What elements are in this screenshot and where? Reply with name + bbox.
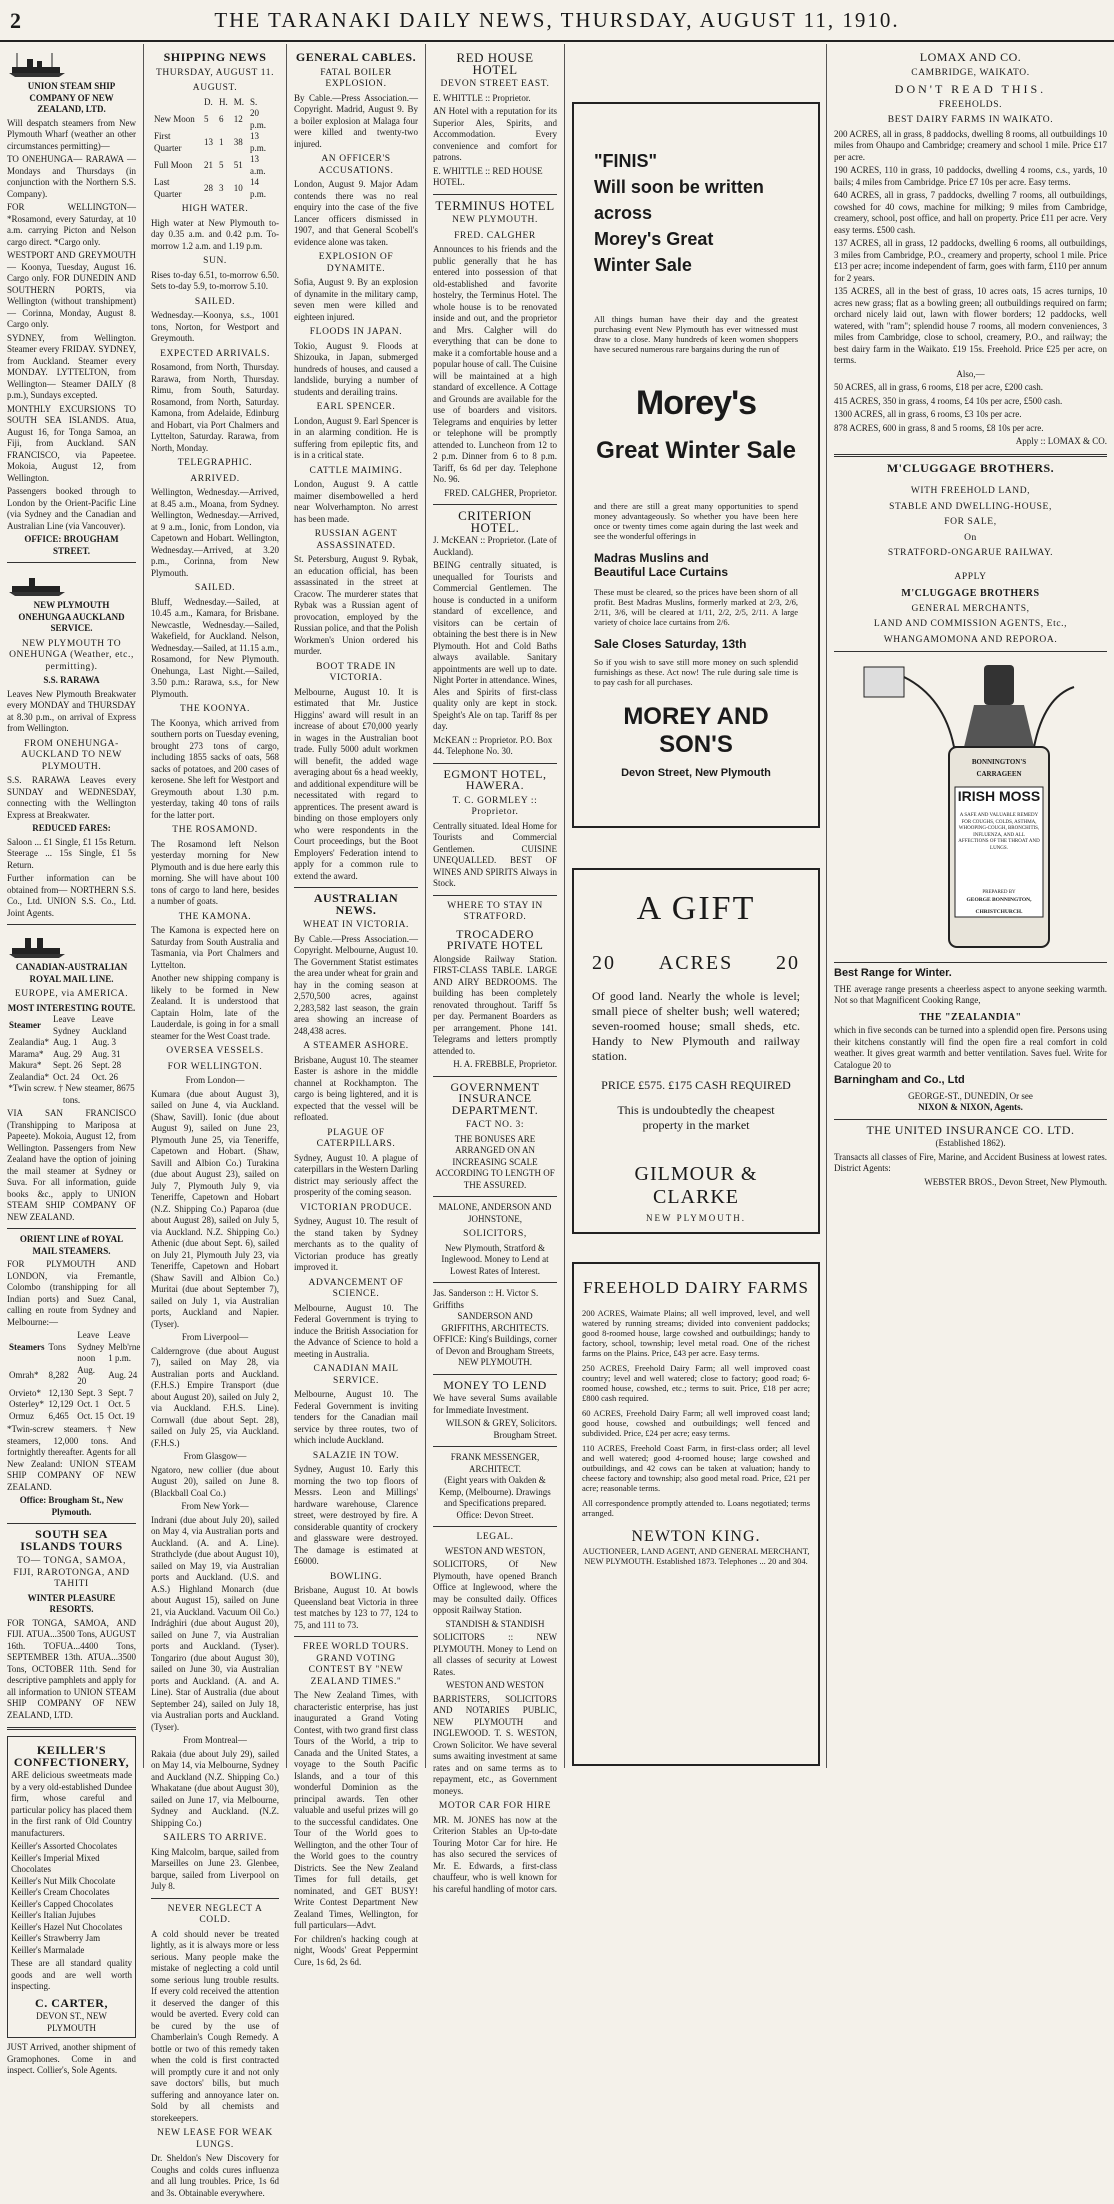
list-item: 200 ACRES, Waimate Plains; all well improved, level, and well watered by running streams; divided into convenient paddocks; good 8-roomed house, large cowshed and outbuildings; handy to factory, school, township; level metal road. One of the richest farms on the Plains. Price, £43 per acre. Easy terms. [582,1308,810,1358]
ssi-sub: TO— TONGA, SAMOA, FIJI, RAROTONGA, AND TAHITI [13,1556,130,1589]
irish-moss-maker: GEORGE BONNINGTON, CHRISTCHURCH. [966,897,1032,915]
expected-heading: EXPECTED ARRIVALS. [160,348,270,359]
lomax-title: LOMAX AND CO. [919,50,1022,64]
wheat-heading: WHEAT IN VICTORIA. [302,920,410,930]
rosamond-heading: THE ROSAMOND. [172,825,258,835]
table-row: Ormuz 6,465 Oct. 15 Oct. 19 [9,1410,135,1421]
sun-heading: SUN. [203,256,227,266]
mcb-land: LAND AND COMMISSION AGENTS, Etc., [873,619,1068,629]
from-glasgow: From Glasgow— [183,1451,247,1461]
red-house-footer: E. WHITTLE :: RED HOUSE HOTEL. [433,165,543,187]
sale-closes-body: So if you wish to save still more money on such splendid furnishings as these. Act now! The rule during sale time is to pay cash for all purchases. [594,657,798,687]
gramophone-ad: JUST Arrived, another shipment of Gramophones. Come in and inspect. Collier's, Sole Agents. [7,2042,136,2075]
united-insurance-title: THE UNITED INSURANCE CO. LTD. [866,1122,1075,1137]
table-row: Zealandia* Oct. 24 Oct. 26 [9,1071,119,1082]
best-range-title: Best Range for Winter. [834,967,952,979]
npo-fares-heading: REDUCED FARES: [32,823,111,833]
cold-heading: NEVER NEGLECT A COLD. [167,1903,263,1925]
moreys-sale-ad [572,102,820,828]
maj-body: New Plymouth, Stratford & Inglewood. Money to Lend at Lowest Rates of Interest. [441,1242,549,1276]
sailed-body: Wednesday.—Koonya, s.s., 1001 tons, Norton, for Westport and Greymouth. [151,310,279,343]
messenger-title: FRANK MESSENGER, ARCHITECT. [450,1452,540,1474]
sailed2-body: Bluff, Wednesday.—Sailed, at 10.45 a.m., Kamara, for Brisbane. Newcastle, Wednesday.—Sailed, Wakefield, for Auckland. Nelson, Wednesday.—Sailed, at 11.15 a.m., Rosamond, for New Plymouth. Onehunga, Last Night.—Sailed, 3.50 p.m.: Rarawa, s.s., for New Plymouth. [151,596,279,699]
criterion-sign: McKEAN :: Proprietor. P.O. Box 44. Telephone No. 30. [433,734,553,756]
messenger-body: (Eight years with Oakden & Kemp, (Melbourne). Drawings and Specifications prepared. Office: Devon Street. [439,1475,551,1520]
sailed-heading: SAILED. [194,296,236,307]
masthead [0,0,1114,42]
lease-heading: NEW LEASE FOR WEAK LUNGS. [157,2128,273,2150]
russian-body: St. Petersburg, August 9. Rybak, an education official, has been assassinated in the street at Cracow. The murderer states that Rybak was a Russian agent of provocation, employed by the Russian police, and that the Polish Workmen's Union ordered his murder. [294,554,418,656]
npo-fares: Saloon ... £1 Single, £1 15s Return. Steerage ... 15s Single, £1 5s Return. [7,836,136,870]
irish-moss-title: IRISH MOSS [957,788,1041,804]
list-item: Keiller's Capped Chocolates [11,1898,114,1909]
best-range-body: THE average range presents a cheerless aspect to anyone seeking warmth. Not so that Magnificent Cooking Range, [834,983,1107,1005]
moreys-name: Morey's [635,384,757,422]
usc-body: Will despatch steamers from New Plymouth Wharf (weather an other circumstances permitting)— [7,117,136,151]
koonya-heading: THE KOONYA. [180,704,250,714]
trocadero-body: Alongside Railway Station. FIRST-CLASS TABLE. LARGE AND AIRY BEDROOMS. The building has been completely renovated throughout. Tariff 5s per day. Permanent Boarders as per arrangement. Phone 141. Telegrams and letters promptly attended to. [433,953,557,1056]
list-item: 50 ACRES, all in grass, 6 rooms, £18 per acre, £200 cash. [834,382,1043,392]
column-general-cables [287,44,425,1967]
lomax-also: Also,— [956,368,985,379]
table-row: Marama* Aug. 29 Aug. 31 [9,1048,121,1059]
fdf-note: All correspondence promptly attended to. Loans negotiated; terms arranged. [582,1498,810,1518]
column-shipping-news [144,44,286,2198]
produce-body: Sydney, August 10. The result of the stand taken by Sydney merchants as to the quality of Victorian produce has greatly improved it. [294,1216,418,1272]
red-house-body: AN Hotel with a reputation for its Superior Ales, Spirits, and Accommodation. Every convenience and comfort for patrons. [433,106,557,162]
mcb-title: M'CLUGGAGE BROTHERS. [886,460,1055,475]
list-item: Keiller's Marmalade [11,1944,85,1955]
from-montreal: From Montreal— [183,1735,247,1745]
cattle-heading: CATTLE MAIMING. [309,465,403,476]
standish-body: SOLICITORS :: NEW PLYMOUTH. Money to Lend on all classes of security at Lowest Rates. [433,1632,557,1677]
money-lend-body: We have several Sums available for Immediate Investment. [433,1393,557,1415]
money-lend-sign: WILSON & GREY, Solicitors. Brougham Street. [445,1418,557,1440]
plague-body: Sydney, August 10. A plague of caterpillars in the Western Darling district may seriously affect the prosperity of the coming season. [294,1152,418,1197]
crm-note: *Twin screw. † New steamer, 8675 tons. [8,1083,135,1105]
russian-heading: RUSSIAN AGENT ASSASSINATED. [314,529,398,551]
crm-table: Steamer Leave Sydney Leave Auckland Zealandia* Aug. 1 Aug. 3 Marama* Aug. 29 Aug. 31 Makura* Sept. 26 Sept. 28 Zealandia* Oct. 24 Oct. 26 [7,1014,136,1083]
australian-news-title: AUSTRALIAN NEWS. [313,891,399,917]
spencer-heading: EARL SPENCER. [316,402,396,412]
gift-cheapest: This is undoubtedly the cheapest property in the market [617,1103,775,1132]
usc-excursions: MONTHLY EXCURSIONS TO SOUTH SEA ISLANDS. Atua, August 16, for Tonga Samoa, an Fiji, from Auckland. SAN FRANCISCO, via Papeetee. Mokoia, August 12, from Wellington. [7,403,136,483]
keiller-seller: C. CARTER, [35,1995,108,2010]
weston-title: WESTON AND WESTON, [444,1545,546,1556]
newspaper-title: THE TARANAKI DAILY NEWS, THURSDAY, AUGUST 11, 1910. [214,8,900,32]
for-wellington: FOR WELLINGTON. [167,1061,263,1072]
table-row: Makura* Sept. 26 Sept. 28 [9,1060,122,1070]
united-insurance-body: Transacts all classes of Fire, Marine, and Accident Business at lowest rates. District Agents: [834,1151,1107,1173]
arrived-body: Wellington, Wednesday.—Arrived, at 8.45 a.m., Moana, from Sydney. Wellington, Wednesday.—Arrived, at 9 a.m., Ionic, from London, via Capetown and Hobart. Wellington, Wednesday.—Arrived, at 3.20 p.m., Corinna, from New Plymouth. [151,487,279,578]
dynamite-body: Sofia, August 9. By an explosion of dynamite in the military camp, seven men were killed and eighteen injured. [294,277,418,322]
keiller-note: These are all standard quality goods and are well worth inspecting. [11,1958,132,1991]
red-house-proprietor: E. WHITTLE :: Proprietor. [433,92,531,103]
barningham-address: GEORGE-ST., DUNEDIN, Or see [908,1090,1033,1101]
boiler-body: By Cable.—Press Association.—Copyright. Madrid, August 9. By a boiler explosion at Malaga four were killed and twenty-two injured. [294,92,418,149]
from-london: From London— [185,1075,245,1085]
list-item: Keiller's Assorted Chocolates [11,1841,118,1851]
criterion-title: CRITERION HOTEL. [458,508,532,535]
another-company: Another new shipping company is likely to be formed in New Zealand. It is understood that Captain Holm, late of the Lauderdale, is going in for a small steamer for the West Coast trade. [151,973,279,1041]
barningham-title: Barningham and Co., Ltd [834,1074,965,1086]
list-item: Keiller's Imperial Mixed Chocolates [11,1852,100,1874]
ashore-body: Brisbane, August 10. The steamer Easter is ashore in the middle channel at Rockhampton. The cargo is being lightered, and it is expected that the vessel will be refloated. [294,1054,418,1122]
gift-title: A GIFT [636,890,756,927]
insurance-fact: FACT NO. 3: [465,1120,525,1130]
list-item: Keiller's Strawberry Jam [11,1933,101,1943]
montreal-body: Rakaia (due about July 29), sailed on May 14, via Melbourne, Sydney and Auckland (N.Z. Shipping Co.) Whakatane (due about August 30), sailed on June 17, via Melbourne, Sydney and Auckland. (N.Z. Shipping Co.) [151,1748,279,1828]
orient-note: *Twin-screw steamers. †New steamers, 12,000 tons. And fortnightly thereafter. Agents for all New Zealand: UNION STEAM SHIP COMPANY OF NEW ZEALAND. [7,1424,136,1492]
irish-moss-prepared: PREPARED BY [982,890,1016,895]
terminus-proprietor: FRED. CALGHER [454,230,536,241]
children-cough: For children's hacking cough at night, Woods' Great Peppermint Cure, 1s 6d, 2s 6d. [294,1933,418,1967]
terminus-body: Announces to his friends and the public generally that he has entered into possession of that old-established and favorite hostelry, the Terminus Hotel. The whole house is to be renovated inside and out, and the proprietor and Mrs. Calgher will do everything that can be done to make it a comfortable house and a popular house of call. The Cuisine will be maintained at a high standard of excellence. A Cottage and Grounds are available for the use of boarders and visitors. Telegrams and enquiries by letter or telephone will be promptly attended to. Luncheon from 12 to 2 p.m. Dinner from 6 to 8 p.m. Tariff, 6s 6d per day. Telephone No. 96. [433,244,557,484]
best-range-body2: which in five seconds can be turned into a splendid open fire. Persons using their kitchens constantly will find the open fire a real comfort in cold weather. It gives great warmth and better ventilation. Saves fuel. Write for Catalogue 20 to [834,1025,1107,1070]
finis-line1: "FINIS" [594,151,658,171]
list-item: Keiller's Nut Milk Chocolate [11,1875,116,1886]
lomax-freeholds: FREEHOLDS. [938,99,1003,110]
npo-info: Further information can be obtained from— NORTHERN S.S. Co., Ltd. UNION S.S. Co., Ltd. Joint Agents. [7,873,136,918]
ny-body: Indrani (due about July 20), sailed on May 4, via Australian ports and Auckland. (A. and A. Line). Strathclyde (due about August 10), sailed on May 19, via Australian ports and Auckland. (U.S. and A.S.) Highland Monarch (due about August 15), sailed on June 21, via Auckland. Vacuum Oil Co.) Indrághiri (due about August 20), sailed on June 7, via Australian ports and Auckland. (Tyser). Tongariro (due about August 30), sailed on June 30, via Australian ports and Auckland. (A. and A. Line). Star of Australia (due about September 24), sailed on July 18, via Australian ports and Auckland. (Tyser). [151,1514,279,1732]
madras-muslins: Madras Muslins and [594,551,709,565]
sale-closes: Sale Closes Saturday, 13th [594,637,747,651]
list-item: 640 ACRES, all in grass, 7 paddocks, dwelling 7 rooms, all outbuildings, cowshed for 40 cows, machine for milking; 9 miles from Cambridge, creamery, school, post office, and hall on property. Price £11 per acre. Very easy terms. £500 cash. [834,190,1107,235]
motor-body: MR. M. JONES has now at the Criterion Stables an Up-to-date Touring Motor Car for hire. He has also secured the services of Mr. E. Edwards, a first-class chauffeur, who is well known for his careful handling of motor cars. [433,1814,557,1894]
general-cables-title: GENERAL CABLES. [295,50,417,64]
from-new-york: From New York— [181,1501,249,1511]
mcb-line1: WITH FREEHOLD LAND, [910,486,1031,496]
crm-sub: EUROPE, via AMERICA. [14,989,129,999]
steamship-icon [7,49,67,79]
weston2-title: WESTON AND WESTON [445,1680,544,1690]
usc-office: OFFICE: BROUGHAM STREET. [24,534,119,556]
finis-line3: Morey's Great [594,229,714,249]
floods-heading: FLOODS IN JAPAN. [309,327,403,337]
column-rule [564,44,565,1768]
expected-body: Rosamond, from North, Thursday. Rarawa, from North, Thursday. Rimu, from South, Saturday. Rosamond, from North, Saturday. Kamona, from Adelaide, Edinburg and Hobart, via Port Chalmers and Lyttelton, Saturday. Rarawa, from North, Monday. [151,362,279,453]
npo-ship: S.S. RARAWA [43,675,100,685]
usc-passengers: Passengers booked through to London by the Orient-Pacific Line (via Sydney and the Canadian and Australian Line (via Vancouver). [7,486,136,531]
gilmour-address: NEW PLYMOUTH. [646,1213,746,1223]
wheat-body: By Cable.—Press Association.—Copyright. Melbourne, August 10. The Government Statist estimates the area under wheat for grain and hay in the coming season at 2,570,500 acres, against 2,283,582 last season, the grain area showing an increase of 248,438 acres. [294,933,418,1036]
zealandia-range: THE "ZEALANDIA" [919,1011,1022,1023]
salazie-heading: SALAZIE IN TOW. [312,1450,400,1461]
irish-moss-label: BONNINGTON'S CARRAGEEN [971,758,1027,778]
orient-table: Steamers Tons Leave Sydney noon Leave Melb'rne 1 p.m. Omrah* 8,282 Aug. 20 Aug. 24 Orvieto* 12,130 Sept. 3 Sept. 7 Osterley* 12,129 Oct. 1 Oct. 5 Ormuz 6,465 Oct. 15 Oct. 19 [9,1330,141,1421]
kamona-body: The Kamona is expected here on Saturday from South Australia and Tasmania, via Port Chalmers and Lyttelton. [151,925,279,970]
freehold-dairy-ad [572,1262,820,1766]
table-row: Osterley* 12,129 Oct. 1 Oct. 5 [9,1399,131,1409]
mcb-line5: STRATFORD-ONGARUE RAILWAY. [887,548,1054,558]
table-row: Last Quarter 28 3 10 14 p.m. [154,177,267,199]
barningham-agents: NIXON & NIXON, Agents. [918,1102,1023,1112]
ssi-resorts: WINTER PLEASURE RESORTS. [27,1592,116,1614]
list-item: 137 ACRES, all in grass, 12 paddocks, dwelling 6 rooms, all outbuildings, 3 miles from Cambridge, P.O., creamery and property, school 1 mile. Price £13 per acre; income independent of farm, goes with farm, £110 per annum for 2 years. [834,238,1107,283]
page-number: 2 [10,8,21,33]
science-body: Melbourne, August 10. The Federal Government is trying to induce the British Association for the Advance of Science to hold a meeting in Australia. [294,1302,418,1359]
rosamond-body: The Rosamond left Nelson yesterday morning for New Plymouth and is due here early this morning. She will have about 100 tons of cargo to land here, besides a number of goats. [151,838,279,906]
officer-heading: AN OFFICER'S ACCUSATIONS. [318,154,394,176]
stratford-heading: WHERE TO STAY IN STRATFORD. [447,900,543,922]
finis-line4: Winter Sale [594,255,692,275]
egmont-body: Centrally situated. Ideal Home for Tourists and Commercial Gentlemen. CUISINE UNEQUALLED. BEST OF WINES AND SPIRITS Always in Stock. [433,820,557,888]
sailed2-heading: SAILED. [194,583,236,593]
list-item: Keiller's Cream Chocolates [11,1887,110,1897]
tours-heading: FREE WORLD TOURS. GRAND VOTING CONTEST BY "NEW ZEALAND TIMES." [302,1642,409,1687]
newton-king-sub: AUCTIONEER, LAND AGENT, AND GENERAL MERCHANT, NEW PLYMOUTH. Established 1873. Telephones ... 20 and 304. [582,1546,810,1566]
red-house-address: DEVON STREET EAST. [440,79,550,89]
terminus-address: NEW PLYMOUTH. [452,215,538,225]
list-item: Keiller's Hazel Nut Chocolates [11,1921,123,1932]
mcb-line4: On [964,532,977,543]
dynamite-heading: EXPLOSION OF DYNAMITE. [318,252,394,274]
orient-sub: FOR PLYMOUTH AND LONDON, via Fremantle, Colombo (transhipping for all Indian ports) and Suez Canal, calling en route from Sydney and Melbourne:— [7,1259,136,1327]
red-house-title: RED HOUSE HOTEL [456,50,534,77]
irish-moss-text: A SAFE AND VALUABLE REMEDY FOR COUGHS, COLDS, ASTHMA, WHOOPING-COUGH, BRONCHITIS, INFLUENZA, AND ALL AFFECTIONS OF THE THROAT AND LUNGS. [958,813,1040,851]
officer-body: London, August 9. Major Adam contends there was no real enquiry into the case of the five Lancer officers dismissed in 1907, and that General Scobell's evidence alone was taken. [294,179,418,247]
finis-line2: Will soon be written across [594,177,764,223]
mcb-apply: APPLY [954,571,987,582]
lace-body: These must be cleared, so the prices have been shorn of all profit. Best Madras Muslins, formerly marked at 2/3, 2/6, 2/11, 3/6, will be cleared at 1/11, 2/2, 2/5, 2/11. A large variety of choice lace curtains from 2/6. [594,587,798,627]
lomax-best: BEST DAIRY FARMS IN WAIKATO. [887,115,1054,125]
gift-body: Of good land. Nearly the whole is level; small piece of shelter bush; well watered; seven-roomed house; small sheds, etc. Handy to New Plymouth and railway station. [592,989,800,1063]
insurance-title: GOVERNMENT INSURANCE DEPARTMENT. [450,1079,540,1117]
moreys-still: and there are still a great many opportunities to spend money advantageously. So whether you have been here once or twenty times come again during the last week and see the wonderful offerings in [594,501,798,541]
list-item: 110 ACRES, Freehold Coast Farm, in first-class order; all level and well watered; good 4-roomed house; large cowshed and outbuildings, and 42 cows can be taken at valuation; handy to cheese factory and township; also good metal road. Price, £21 per acre; reasonable terms. [582,1443,810,1493]
high-water-body: High water at New Plymouth to-day 0.35 a.m. and 0.42 p.m. To-morrow 1.2 a.m. and 1.19 p.m. [151,217,279,251]
mcb-places: WHANGAMOMONA AND REPOROA. [883,634,1058,645]
shipping-news-title: SHIPPING NEWS [163,50,267,64]
crm-sf: VIA SAN FRANCISCO (Transhipping to Mariposa at Papeete). Mokoia, August 12, from Wellington. Passengers from New Zealand have the option of joining the mail steamer at Sydney or Suva. For all information, guide books &c., apply to UNION STEAM SHIP COMPANY OF NEW ZEALAND. [7,1108,136,1222]
trocadero-title: TROCADERO PRIVATE HOTEL [446,926,544,952]
morey-address: Devon Street, New Plymouth [621,767,771,779]
terminus-sign: FRED. CALGHER, Proprietor. [444,487,557,498]
table-row: Orvieto* 12,130 Sept. 3 Sept. 7 [9,1387,134,1398]
legal-heading: LEGAL. [476,1532,514,1542]
mcb-name: M'CLUGGAGE BROTHERS [901,588,1040,599]
lease-body: Dr. Sheldon's New Discovery for Coughs and colds cures influenza and all lung troubles. Price, 1s 6d and 3s. Obtainable everywhere. [151,2153,279,2198]
list-item: 190 ACRES, 110 in grass, 10 paddocks, dwelling 4 rooms, c.s., yards, 10 bails; 4 miles from Cambridge. Price £7 10s per acre. Easy terms. [834,165,1107,187]
united-insurance-est: (Established 1862). [935,1138,1006,1148]
fdf-title: FREEHOLD DAIRY FARMS [583,1278,809,1297]
keiller-address: DEVON ST., NEW PLYMOUTH [36,2011,107,2033]
motor-heading: MOTOR CAR FOR HIRE [438,1801,552,1811]
list-item: Keiller's Italian Jujubes [11,1910,96,1920]
ssi-body: FOR TONGA, SAMOA, AND FIJI. ATUA...3500 Tons, AUGUST 16th. TOFUA...4400 Tons, SEPTEMBER 13th. ATUA...3500 Tons, OCTOBER 11th. Send for descriptive pamphlets and apply for all information to UNION STEAM SHIP COMPANY OF NEW ZEALAND, LTD. [7,1617,136,1720]
boot-heading: BOOT TRADE IN VICTORIA. [316,661,396,683]
gift-acres-ad [572,868,820,1234]
table-row: New Moon 5 6 12 20 p.m. [154,108,267,130]
list-item: 200 ACRES, all in grass, 8 paddocks, dwelling 8 rooms, all outbuildings 10 miles from Ohaupo and Cambridge; creamery and school 1 mile. Price £17 per acre. [834,128,1107,162]
list-item: 135 ACRES, all in the best of grass, 10 acres oats, 15 acres turnips, 10 acres new grass; flat as a bowling green; all outbuildings required on farm; orchard nicely laid out, lawn with flower borders; 12 paddocks, well watered, with "ram"; splendid house 7 rooms, all modern conveniences, 3 miles from Cambridge, close to school, creamery, P.O., and railway; the best dairy farm in the Waikato. £19 15s. Freehold. Price £25 per acre, on terms. [834,286,1107,365]
shipping-date: THURSDAY, AUGUST 11. [155,67,275,78]
koonya-body: The Koonya, which arrived from southern ports on Tuesday evening, brought 273 tons of cargo, including 1855 sacks of oats, 568 sacks of potatoes, and 200 cases of kerosene. She left for Westport and Greymouth about 1.30 p.m. yesterday, taking 40 tons of rails for the latter port. [151,717,279,820]
usc-sydney: SYDNEY, from Wellington. Steamer every FRIDAY. SYDNEY, from Auckland. Steamer every MONDAY. LYTTELTON, from Wellington— Steamer DAILY (8 p.m.), Sundays excepted. [7,332,136,400]
liverpool-body: Calderngrove (due about August 7), sailed on May 28, via Australian ports and Auckland. (F.H.S.) Empire Transport (due about August 20), sailed on July 2, via Auckland. F.H.S. Line). Cornwall (due about Sept. 28), sailed on July 25, via Auckland. (F.H.S.) [151,1345,279,1448]
moon-table: D. H. M. S. New Moon 5 6 12 20 p.m. First Quarter 13 1 38 13 p.m. Full Moon 21 5 51 13 a.m. Last Quarter 28 3 10 14 p.m. [151,97,279,201]
lomax-address: CAMBRIDGE, WAIKATO. [911,67,1030,78]
mcb-line2: STABLE AND DWELLING-HOUSE, [889,501,1052,512]
table-row: Full Moon 21 5 51 13 a.m. [154,154,266,176]
oversea-heading: OVERSEA VESSELS. [166,1046,264,1056]
glasgow-body: Ngatoro, new collier (due about August 20), sailed on June 8. (Blackball Coal Co.) [151,1464,279,1498]
keiller-body: ARE delicious sweetmeats made by a very old-established Dundee firm, whose careful and particular policy has placed them in the first rank of Old Country manufacturers. [11,1770,132,1838]
crm-route: MOST INTERESTING ROUTE. [7,1002,136,1013]
criterion-body: BEING centrally situated, is unequalled for Tourists and Commercial Gentlemen. The house is conducted in a uniform standard of excellence, and visitors can be certain of obtaining the best there is in New Plymouth. Hot and Cold Baths always available. Sanitary appointments are well up to date. Night Porter in attendance. Wines, Ales and Spirits of first-class quality only are kept in stock. Speight's Ale on tap. Tariff 8s per day. [433,560,557,731]
npo-sub: NEW PLYMOUTH TO ONEHUNGA (Weather, etc., permitting). [9,638,134,672]
steamship-icon [7,930,67,960]
arrived-heading: ARRIVED. [190,473,240,484]
cold-body: A cold should never be treated lightly, as it is always more or less serious. Many people make the mistake of neglecting a cold until some serious lung trouble results. If every cold received the attention it deserved the danger of this would be averted. Every cold can be cured by the use of Chamberlain's Cough Remedy. A bottle or two of this remedy taken when the cold is first contracted will promptly cure it and not only save doctors' bills, but much suffering and annoyance later on. Sold by all chemists and storekeepers. [151,1928,279,2123]
usc-title: UNION STEAM SHIP COMPANY OF NEW ZEALAND, LTD. [27,81,116,114]
lomax-apply: Apply :: LOMAX & CO. [1015,436,1107,446]
science-heading: ADVANCEMENT OF SCIENCE. [308,1277,404,1299]
kamona-heading: THE KAMONA. [178,911,252,922]
list-item: 1300 ACRES, all in grass, 6 rooms, £3 10s per acre. [834,409,1022,419]
crm-title: CANADIAN-AUSTRALIAN ROYAL MAIL LINE. [15,962,128,984]
newton-king: NEWTON KING. [631,1528,761,1545]
bowling-body: Brisbane, August 10. At bowls Queensland beat Victoria in three test matches by 123 to 77, 124 to 75, and 111 to 73. [294,1585,418,1630]
from-liverpool: From Liverpool— [181,1332,249,1342]
insurance-body: THE BONUSES ARE ARRANGED ON AN INCREASING SCALE ACCORDING TO LENGTH OF THE ASSURED. [435,1133,555,1190]
plague-heading: PLAGUE OF CATERPILLARS. [316,1127,396,1149]
criterion-proprietor: J. McKEAN :: Proprietor. (Late of Auckland). [433,535,557,557]
high-water-heading: HIGH WATER. [181,204,249,214]
npo-body1: Leaves New Plymouth Breakwater every MONDAY and THURSDAY at 8.30 p.m., on arrival of Express from Wellington. [7,688,136,733]
table-row: Zealandia* Aug. 1 Aug. 3 [9,1037,117,1047]
table-row: Omrah* 8,282 Aug. 20 Aug. 24 [9,1364,138,1386]
floods-body: Tokio, August 9. Floods at Shizouka, in Japan, submerged hundreds of houses, and caused a landslide, burying a number of students and derailing trains. [294,340,418,397]
sg-body: OFFICE: King's Buildings, corner of Devon and Brougham Streets, NEW PLYMOUTH. [433,1334,557,1367]
maj-sub: SOLICITORS, [463,1229,527,1239]
salazie-body: Sydney, August 10. Early this morning the two top floors of Messrs. Leon and Millings' hardware warehouse, Clarence street, were destroyed by fire. A considerable quantity of crockery and glassware were destroyed. The damage is estimated at £6000. [294,1464,418,1566]
keiller-ad [7,1736,136,2038]
trocadero-sign: H. A. FREBBLE, Proprietor. [453,1059,557,1069]
mcb-line3: FOR SALE, [944,517,997,527]
column-hotels-professional [426,44,564,1894]
ashore-heading: A STEAMER ASHORE. [303,1041,409,1051]
great-winter-sale: Great Winter Sale [596,437,796,464]
column-land-ads [827,44,1114,1768]
produce-heading: VICTORIAN PRODUCE. [300,1202,412,1213]
npo-body2: S.S. RARAWA Leaves every SUNDAY and WEDNESDAY, connecting with the Wellington Express at Breakwater. [7,775,136,820]
london-body: Kumara (due about August 3), sailed on June 4, via Auckland. (Shaw, Savill). Ionic (due about August 9), sailed on June 23, Plymouth June 25, via Teneriffe, Capetown and Hobart. (Shaw, Savill and Albion Co.) Turakina (due about August 23), sailed on July 7, Plymouth July 9, via Teneriffe, Capetown and Hobart (N.Z. Shipping Co.) Paparoa (due about August 28), sailed on July 5, via Auckland. N.Z. Shipping Co.) Athenic (due about Sept. 6), sailed on July 21, Plymouth July 23, via Teneriffe, Capetown and Hobart (Shaw Savill and Albion Co.) Muritai (due about September 7), sailed on July 1, via Australian ports, Auckland and Napier. (Tyser). [151,1088,279,1329]
lace-curtains: Beautiful Lace Curtains [594,565,729,579]
standish-title: STANDISH & STANDISH [445,1618,545,1629]
list-item: 60 ACRES, Freehold Dairy Farm; all well improved coast land; good house, cowshed and outbuildings; well fenced and subdivided. Price, £24 per acre; easy terms. [582,1408,810,1438]
orient-office: Office: Brougham St., New Plymouth. [19,1495,124,1517]
sailers-heading: SAILERS TO ARRIVE. [163,1833,267,1843]
orient-title: ORIENT LINE of ROYAL MAIL STEAMERS. [19,1234,124,1256]
terminus-title: TERMINUS HOTEL [435,197,555,213]
gift-price: PRICE £575. £175 CASH REQUIRED [601,1078,791,1092]
ssi-title: SOUTH SEA ISLANDS TOURS [20,1527,123,1553]
bowling-heading: BOWLING. [329,1571,383,1582]
sg-title: SANDERSON AND GRIFFITHS, ARCHITECTS. [441,1311,549,1333]
morey-and-sons: MOREY AND SON'S [623,703,769,758]
npo-title: NEW PLYMOUTH ONEHUNGA AUCKLAND SERVICE. [18,600,125,633]
egmont-proprietor: T. C. GORMLEY :: Proprietor. [452,795,538,817]
mcb-general: GENERAL MERCHANTS, [911,603,1030,614]
sailers-body: King Malcolm, barque, sailed from Marseilles on June 23. Glenbee, barque, sailed from Liverpool on July 8. [151,1846,279,1891]
moreys-intro: All things human have their day and the greatest purchasing event New Plymouth has ever witnessed must draw to a close. Many hundreds of keen women shoppers have secured numerous rare bargains during the run of [594,314,798,354]
npo-sub2: FROM ONEHUNGA-AUCKLAND TO NEW PLYMOUTH. [20,738,122,772]
mail-heading: CANADIAN MAIL SERVICE. [313,1364,399,1386]
usc-wellington: FOR WELLINGTON— *Rosamond, every Saturday, at 10 a.m. carrying Picton and Nelson cargo direct. *Cargo only. [7,202,136,247]
maj-title: MALONE, ANDERSON AND JOHNSTONE, [438,1202,552,1224]
keiller-title: KEILLER'S CONFECTIONERY, [13,1743,130,1769]
weston2-body: BARRISTERS, SOLICITORS AND NOTARIES PUBLIC, NEW PLYMOUTH and INGLEWOOD. T. S. WESTON, Crown Solicitor. We have several sums awaiting investment at same rates and on same terms as to repayment, etc., as Government moneys. [433,1693,557,1796]
list-item: 250 ACRES, Freehold Dairy Farm; all well improved coast country; level and well watered; close to factory; good road; 6-roomed house, cowshed, etc.; terms to suit. Price, £18 per acre; £800 cash required. [582,1363,810,1403]
money-lend-title: MONEY TO LEND [443,1377,547,1392]
list-item: 415 ACRES, 350 in grass, 4 rooms, £4 10s per acre, £500 cash. [834,395,1063,406]
steamship-icon [7,568,67,598]
list-item: 878 ACRES, 600 in grass, 8 and 5 rooms, £8 10s per acre. [834,422,1044,433]
sg-names: Jas. Sanderson :: H. Victor S. Griffiths [433,1288,539,1310]
usc-onehunga: TO ONEHUNGA— RARAWA — Mondays and Thursdays (in conjunction with the Northern S.S. Company). [7,154,136,199]
spencer-body: London, August 9. Earl Spencer is in an alarming condition. He is suffering from epileptic fits, and is in a critical state. [294,415,418,460]
egmont-title: EGMONT HOTEL, HAWERA. [443,766,547,792]
boot-body: Melbourne, August 10. It is estimated that Mr. Justice Higgins' award will result in an increase of about £70,000 yearly in wages in the Australian boot trade. Fully 5000 adult workmen will benefit, the added wage averaging about 6s a head weekly, and additional expenditure will be necessitated with regard to apprentices. The present award is binding on those employers only who were respondents in the Court proceedings, but the Boot Employers' Federation intend to apply for a common rule to extend the award. [294,686,418,881]
acres-line: 20 ACRES 20 [592,952,800,974]
telegraphic-heading: TELEGRAPHIC. [177,458,253,468]
column-shipping-ads [0,44,143,2075]
cattle-body: London, August 9. A cattle maimer disembowelled a herd near Wolverhampton. No arrest has been made. [294,479,418,524]
mail-body: Melbourne, August 10. The Federal Government is inviting tenders for the Canadian mail service by three routes, two of which include Auckland. [294,1389,418,1445]
lomax-dont-read: DON'T READ THIS. [894,82,1047,96]
moon-month: AUGUST. [192,83,238,93]
tours-body: The New Zealand Times, with characteristic enterprise, has just inaugurated a Grand Voting Contest, with two grand first class Tours of the World, a trip to Canada and the United States, a voyage to the South Pacific Islands, and a tour of this wonderful Dominion as the principal awards. Ten other valuable and useful prizes will go to the successful candidates. One Tour of the World goes to Wellington, and the other Tour of the World goes to the country Districts. See the New Zealand Times for full details, get nominated, and GET BUSY! Write Contest Department New Zealand Times, Wellington, for full particulars—Advt. [294,1690,418,1930]
irish-moss-ad [834,657,1107,957]
usc-westport: WESTPORT AND GREYMOUTH— Koonya, Tuesday, August 16. Cargo only. FOR DUNEDIN AND SOUTHERN PORTS, via Wellington (without transhipment)— Corinna, Monday, August 8. Cargo only. [7,250,136,329]
table-row: First Quarter 13 1 38 13 p.m. [154,131,267,153]
boiler-heading: FATAL BOILER EXPLOSION. [320,67,392,89]
gilmour-clarke: GILMOUR & CLARKE [634,1163,758,1208]
weston-body: SOLICITORS, Of New Plymouth, have opened Branch Office at Inglewood, where the may be consulted daily. Offices opposit Railway Station. [433,1559,557,1615]
sun-body: Rises to-day 6.51, to-morrow 6.50. Sets to-day 5.9, to-morrow 5.10. [151,269,279,291]
united-insurance-agents: WEBSTER BROS., Devon Street, New Plymouth. [924,1176,1107,1187]
